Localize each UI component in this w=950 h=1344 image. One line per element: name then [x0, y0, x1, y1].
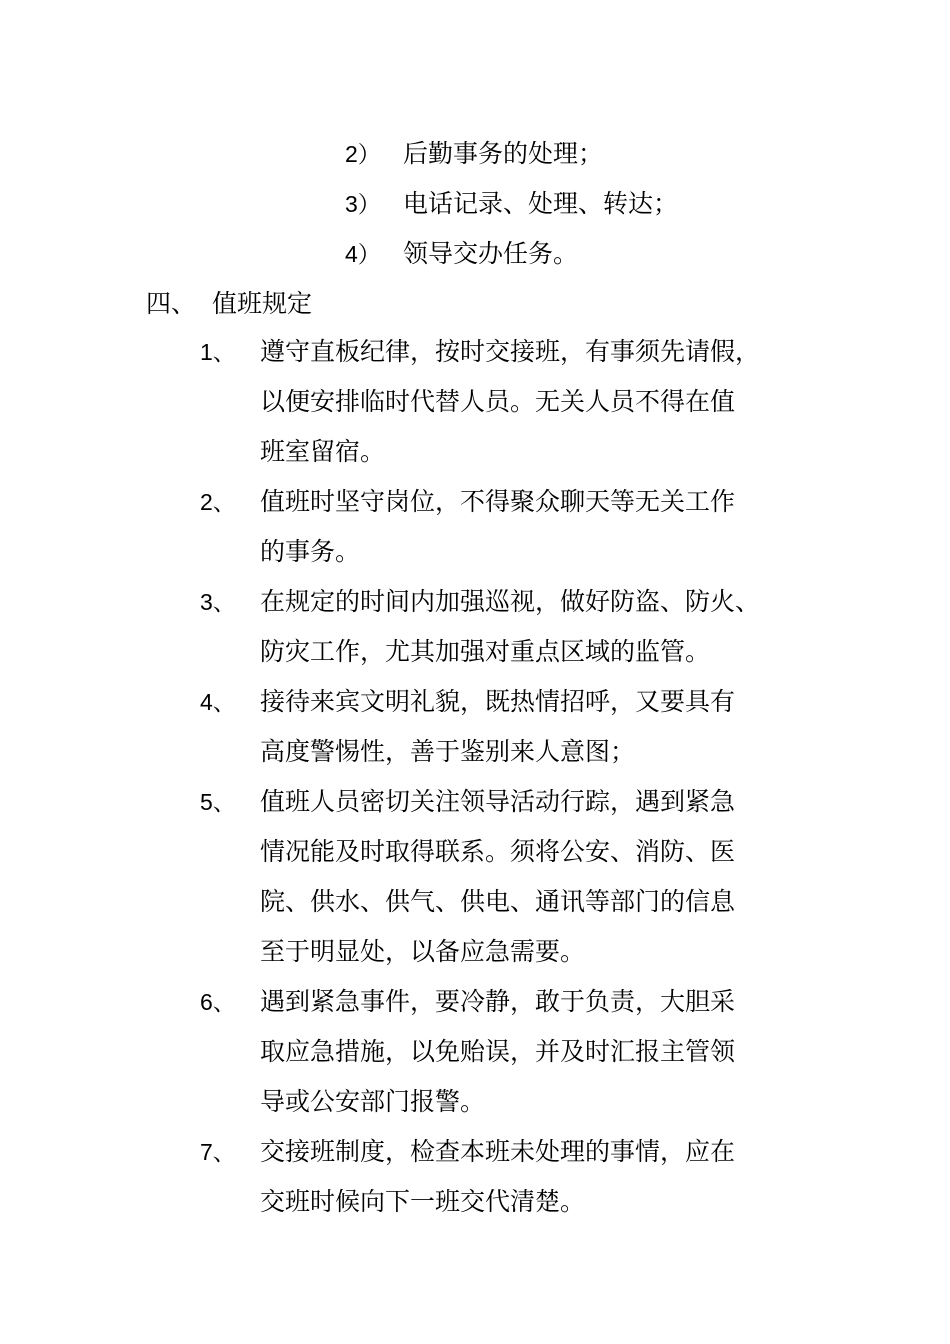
rule-item [200, 577, 840, 677]
rule-text [260, 327, 820, 477]
rule-line: 值班时坚守岗位，不得聚众聊天等无关工作 [260, 487, 736, 516]
item-text: 后勤事务的处理； [403, 139, 604, 168]
list-item [345, 227, 678, 277]
duty-sub-list [345, 127, 678, 277]
rule-line: 取应急措施，以免贻误，并及时汇报主管领 [260, 1037, 736, 1066]
rule-line: 遇到紧急事件，要冷静，敢于负责，大胆采 [260, 987, 736, 1016]
item-number: 2） [345, 140, 381, 167]
rule-line: 接待来宾文明礼貌，既热情招呼，又要具有 [260, 687, 736, 716]
item-number: 3） [345, 190, 381, 217]
section-heading [146, 277, 312, 327]
rule-line: 在规定的时间内加强巡视，做好防盗、防火、 [260, 587, 761, 616]
rule-item [200, 477, 840, 577]
list-item [345, 127, 678, 177]
rule-number: 5、 [200, 789, 236, 815]
rule-line: 院、供水、供气、供电、通讯等部门的信息 [260, 887, 736, 916]
rule-line: 防灾工作，尤其加强对重点区域的监管。 [260, 637, 711, 666]
rule-text [260, 777, 820, 977]
rule-line: 导或公安部门报警。 [260, 1087, 486, 1116]
rule-number: 6、 [200, 989, 236, 1015]
rule-number: 1、 [200, 339, 236, 365]
rule-text [260, 477, 820, 577]
rule-text [260, 977, 820, 1127]
rule-item [200, 327, 840, 477]
rule-number: 4、 [200, 689, 236, 715]
rule-line: 班室留宿。 [260, 437, 386, 466]
rule-line: 以便安排临时代替人员。无关人员不得在值 [260, 387, 736, 416]
rule-item [200, 777, 840, 977]
rule-line: 交班时候向下一班交代清楚。 [260, 1187, 586, 1216]
rule-number: 3、 [200, 589, 236, 615]
rule-line: 的事务。 [260, 537, 361, 566]
rule-number: 2、 [200, 489, 236, 515]
rule-line: 至于明显处，以备应急需要。 [260, 937, 586, 966]
rule-line: 情况能及时取得联系。须将公安、消防、医 [260, 837, 736, 866]
rule-item [200, 1127, 840, 1227]
rule-number: 7、 [200, 1139, 236, 1165]
section-title: 值班规定 [212, 289, 313, 318]
rule-item [200, 677, 840, 777]
rule-text [260, 577, 820, 677]
section-number: 四、 [146, 289, 197, 318]
list-item [345, 177, 678, 227]
duty-rules-list [200, 327, 840, 1227]
rule-text [260, 677, 820, 777]
rule-line: 遵守直板纪律，按时交接班，有事须先请假， [260, 337, 761, 366]
rule-item [200, 977, 840, 1127]
item-text: 电话记录、处理、转达； [403, 189, 679, 218]
rule-text [260, 1127, 820, 1227]
item-text: 领导交办任务。 [403, 239, 579, 268]
item-number: 4） [345, 240, 381, 267]
rule-line: 交接班制度，检查本班未处理的事情，应在 [260, 1137, 736, 1166]
rule-line: 值班人员密切关注领导活动行踪，遇到紧急 [260, 787, 736, 816]
rule-line: 高度警惕性，善于鉴别来人意图； [260, 737, 636, 766]
